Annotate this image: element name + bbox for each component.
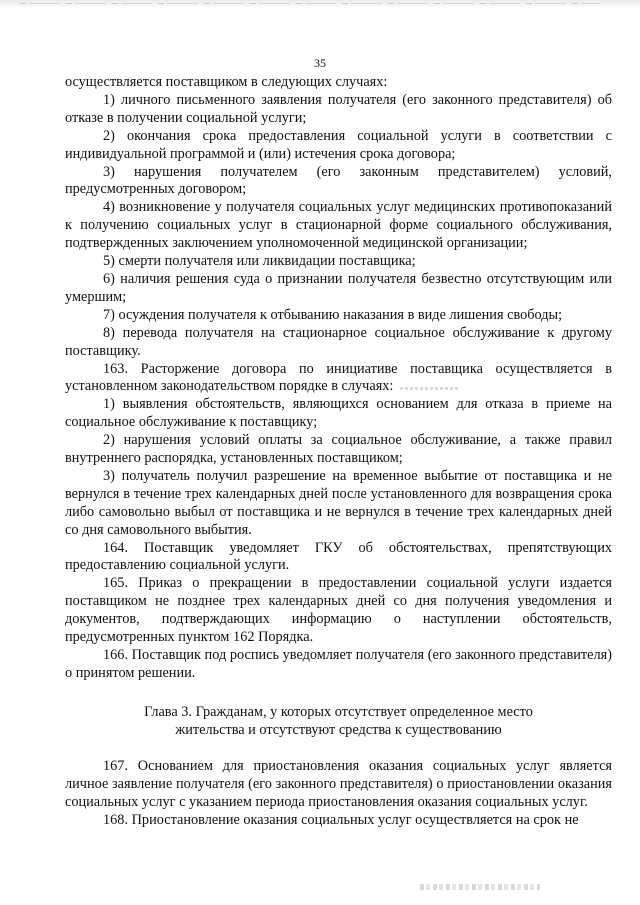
list-item-2: 2) окончания срока предоставления социальной услуги в соответствии с индивидуальной программой и (или) истечения срока договора; xyxy=(65,127,612,162)
clause-163-item-2: 2) нарушения условий оплаты за социальное обслуживание, а также правил внутреннего распорядка, установленных поставщиком; xyxy=(65,432,612,467)
chapter-heading-line-2: жительства и отсутствуют средства к существованию xyxy=(175,722,502,739)
clause-165: 165. Приказ о прекращении в предоставлении социальной услуги издается поставщиком не позднее трех календарных дней со дня получения уведомления и документов, подтверждающих информацию о наступлении обстоятельств, предусмотренных пунктом 162 Порядка. xyxy=(65,575,612,646)
list-item-6: 6) наличия решения суда о признании получателя безвестно отсутствующим или умершим; xyxy=(65,270,612,305)
page-number: 35 xyxy=(314,56,326,70)
chapter-heading xyxy=(65,703,612,740)
clause-163-item-1: 1) выявления обстоятельств, являющихся основанием для отказа в приеме на социальное обслуживание к поставщику; xyxy=(65,396,612,431)
list-item-1: 1) личного письменного заявления получателя (его законного представителя) об отказе в получении социальной услуги; xyxy=(65,91,612,126)
list-item-7: 7) осуждения получателя к отбыванию наказания в виде лишения свободы; xyxy=(103,306,563,323)
list-item-4: 4) возникновение у получателя социальных услуг медицинских противопоказаний к получению социальных услуг в стационарной форме социального обслуживания, подтвержденных заключением уполномоченной медицинской организации; xyxy=(65,199,612,252)
scan-top-edge xyxy=(0,0,640,10)
clause-167: 167. Основанием для приостановления оказания социальных услуг является личное заявление получателя (его законного представителя) о приостановлении оказания социальных услуг с указанием периода приостановления оказания социальных услуг. xyxy=(65,757,612,810)
clause-163: 163. Расторжение договора по инициативе поставщика осуществляется в установленном законодательством порядке в случаях: xyxy=(65,360,612,395)
list-item-8: 8) перевода получателя на стационарное социальное обслуживание к другому поставщику. xyxy=(65,324,612,359)
clause-163-item-3: 3) получатель получил разрешение на временное выбытие от поставщика и не вернулся в течение трех календарных дней после установленного для возвращения срока либо самовольно выбыл от поставщика и не вернулся в течение трех календарных дней со дня самовольного выбытия. xyxy=(65,467,612,538)
list-item-5: 5) смерти получателя или ликвидации поставщика; xyxy=(103,253,416,270)
scan-artifact-mark xyxy=(400,387,460,390)
clause-164: 164. Поставщик уведомляет ГКУ об обстоятельствах, препятствующих предоставлению социальной услуги. xyxy=(65,539,612,574)
clause-166: 166. Поставщик под роспись уведомляет получателя (его законного представителя) о принятом решении. xyxy=(65,647,612,681)
paragraph-continuation: осуществляется поставщиком в следующих случаях: xyxy=(65,74,388,90)
scan-artifact-stamp xyxy=(420,884,540,890)
list-item-3: 3) нарушения получателем (его законным представителем) условий, предусмотренных договором; xyxy=(65,163,612,198)
document-body xyxy=(65,74,612,829)
clause-168: 168. Приостановление оказания социальных услуг осуществляется на срок не xyxy=(103,811,579,828)
chapter-heading-line-1: Глава 3. Гражданам, у которых отсутствует определенное место xyxy=(144,703,533,720)
